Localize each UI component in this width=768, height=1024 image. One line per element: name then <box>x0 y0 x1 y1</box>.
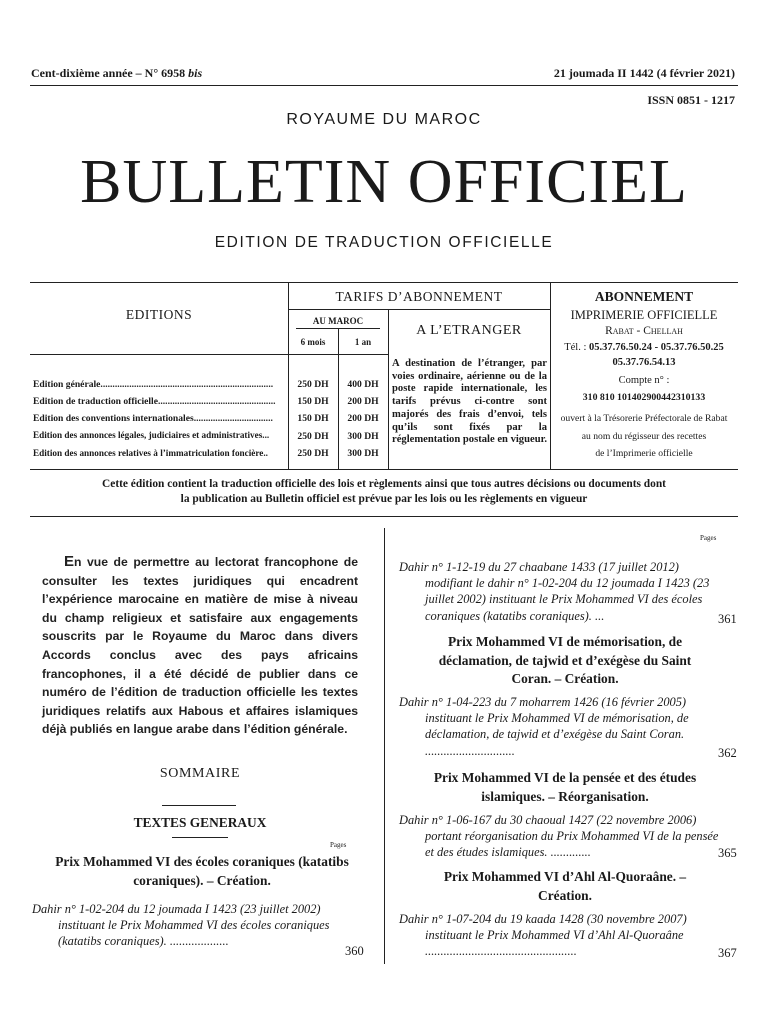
edition-label-text: Edition générale <box>33 379 101 390</box>
compte-label: Compte n° : <box>618 375 670 386</box>
header-rule <box>30 85 738 86</box>
telephone-line2: 05.37.76.54.13 <box>612 357 676 368</box>
price-six-mois: 150 DH <box>297 413 329 424</box>
un-an-label: 1 an <box>354 337 372 347</box>
notice-line-1: Cette édition contient la traduction officielle des lois et règlements ainsi que tous autres décisions ou documents dont <box>102 478 666 490</box>
edition-label: EDITION DE TRADUCTION OFFICIELLE <box>214 234 554 251</box>
place-label: Rabat - Chellah <box>605 325 683 337</box>
toc-entry-page: 360 <box>345 944 364 958</box>
section-heading: TEXTES GENERAUX <box>133 815 267 830</box>
au-maroc-label: AU MAROC <box>312 316 364 326</box>
price-six-mois: 150 DH <box>297 396 329 407</box>
telephone <box>550 342 738 353</box>
sommaire-rule <box>162 805 236 806</box>
price-un-an: 400 DH <box>347 379 379 390</box>
leader-dots: .. <box>263 448 268 458</box>
dropcap: E <box>64 553 75 570</box>
toc-entry-page: 362 <box>718 746 737 760</box>
price-six-mois: 250 DH <box>297 431 329 442</box>
etranger-heading: A L’ETRANGER <box>416 323 522 338</box>
edition-row-label <box>33 396 276 407</box>
toc-entry-page: 365 <box>718 846 737 860</box>
toc-entry-title: Prix Mohammed VI des écoles coraniques (katatibs coraniques). – Création. <box>55 854 349 888</box>
editions-divider <box>30 354 288 355</box>
toc-entry-page: 367 <box>718 946 737 960</box>
table-top-rule <box>30 282 738 283</box>
au-maroc-underline <box>296 328 380 329</box>
issn: ISSN 0851 - 1217 <box>647 93 735 107</box>
toc-entry-dahir: Dahir n° 1-12-19 du 27 chaabane 1433 (17 juillet 2012) modifiant le dahir n° 1-02-204 du 12 joumada I 1423 (23 juillet 2002) instituant le Prix Mohammed VI des écoles coraniques (katatibs coraniques). ... <box>399 560 710 623</box>
kingdom-label: ROYAUME DU MAROC <box>286 111 482 128</box>
edition-label-text: Edition de traduction officielle <box>33 396 158 407</box>
edition-label-text: Edition des annonces légales, judiciaires et administratives <box>33 430 263 440</box>
toc-entry-title: Prix Mohammed VI de la pensée et des études islamiques. – Réorganisation. <box>433 770 697 804</box>
issue-bis: bis <box>188 66 203 80</box>
issue-date: 21 joumada II 1442 (4 février 2021) <box>553 66 735 80</box>
etranger-text: A destination de l’étranger, par voies ordinaire, aérienne ou de la poste rapide internationale, les tarifs prévus ci-contre sont majorés des frais d’envoi, tels qu’ils sont fixés par la réglementation postale en vigueur. <box>392 358 547 446</box>
price-six-mois: 250 DH <box>297 379 329 390</box>
intro-paragraph <box>42 553 358 739</box>
six-mois-label: 6 mois <box>300 337 326 347</box>
tarifs-heading: TARIFS D’ABONNEMENT <box>335 289 503 304</box>
price-un-an: 300 DH <box>347 431 379 442</box>
leader-dots: ........................................................................ <box>100 379 274 390</box>
price-un-an: 200 DH <box>347 396 379 407</box>
price-six-mois: 250 DH <box>297 448 329 459</box>
pages-label-left: Pages <box>330 841 347 849</box>
table-bottom-rule <box>30 469 738 470</box>
toc-entry-dahir: Dahir n° 1-04-223 du 7 moharrem 1426 (16 février 2005) instituant le Prix Mohammed VI de mémorisation, de déclamation, de tajwid et d’exégèse du Saint Coran. ............................. <box>399 695 689 758</box>
masthead-title: BULLETIN OFFICIEL <box>80 148 688 216</box>
compte-number: 310 810 101402900442310133 <box>582 392 706 403</box>
tel-label: Tél. : <box>564 342 590 353</box>
price-un-an: 200 DH <box>347 413 379 424</box>
compte-note-2: au nom du régisseur des recettes <box>581 431 707 442</box>
toc-entry-dahir: Dahir n° 1-07-204 du 19 kaada 1428 (30 novembre 2007) instituant le Prix Mohammed VI d’Ahl Al-Quoraâne ................................................. <box>399 912 687 959</box>
intro-text: n vue de permettre au lectorat francophone de consulter les textes juridiques qui encadrent l’expérience marocaine en matière de mise à niveau du champ religieux et satisfaire aux engagements souscrits par le Royaume du Maroc dans divers Accords conclus avec des pays africains francophones, il a été décidé de publier dans ce numéro de l’édition de traduction officielle les textes juridiques relatifs aux Habous et affaires islamiques déjà publiés en langue arabe dans l’édition générale. <box>42 555 358 737</box>
toc-entry-page: 361 <box>718 612 737 626</box>
toc-entry-dahir: Dahir n° 1-02-204 du 12 joumada I 1423 (23 juillet 2002) instituant le Prix Mohammed VI des écoles coraniques (katatibs coraniques). ................... <box>32 902 330 949</box>
notice-line-2: la publication au Bulletin officiel est prévue par les lois ou les règlements en vigueur <box>180 493 588 505</box>
pages-label-right: Pages <box>700 534 717 542</box>
issue-number <box>31 66 202 81</box>
edition-row-label <box>33 448 268 458</box>
edition-label-text: Edition des annonces relatives à l’immatriculation foncière <box>33 448 264 458</box>
edition-row-label <box>33 413 273 424</box>
abonnement-heading: ABONNEMENT <box>594 289 694 304</box>
sommaire-heading: SOMMAIRE <box>159 766 241 781</box>
compte-note-3: de l’Imprimerie officielle <box>595 448 693 459</box>
compte-note-1: ouvert à la Trésorerie Préfectorale de Rabat <box>560 413 728 424</box>
tel-numbers: 05.37.76.50.24 - 05.37.76.50.25 <box>589 342 724 353</box>
leader-dots: ................................................. <box>157 396 276 407</box>
tarifs-divider <box>288 309 550 310</box>
issue-number-text: Cent-dixième année – N° 6958 <box>31 66 189 80</box>
imprimerie-label: IMPRIMERIE OFFICIELLE <box>570 308 718 322</box>
price-un-an: 300 DH <box>347 448 379 459</box>
toc-entry-title: Prix Mohammed VI de mémorisation, de déclamation, de tajwid et d’exégèse du Saint Coran. – Création. <box>438 634 692 686</box>
editions-heading: EDITIONS <box>125 307 193 322</box>
edition-row-label <box>33 379 273 390</box>
column-divider <box>384 528 385 964</box>
leader-dots: ... <box>262 430 270 440</box>
leader-dots: ................................. <box>193 413 273 424</box>
notice-rule <box>30 516 738 517</box>
toc-entry-title: Prix Mohammed VI d’Ahl Al-Quoraâne. – Création. <box>443 869 687 903</box>
edition-row-label <box>33 430 269 440</box>
toc-entry-dahir: Dahir n° 1-06-167 du 30 chaoual 1427 (22 novembre 2006) portant réorganisation du Prix Mohammed VI de la pensée et des études islamiques. ............. <box>399 813 719 860</box>
section-rule <box>172 837 228 838</box>
edition-label-text: Edition des conventions internationales <box>33 413 194 424</box>
